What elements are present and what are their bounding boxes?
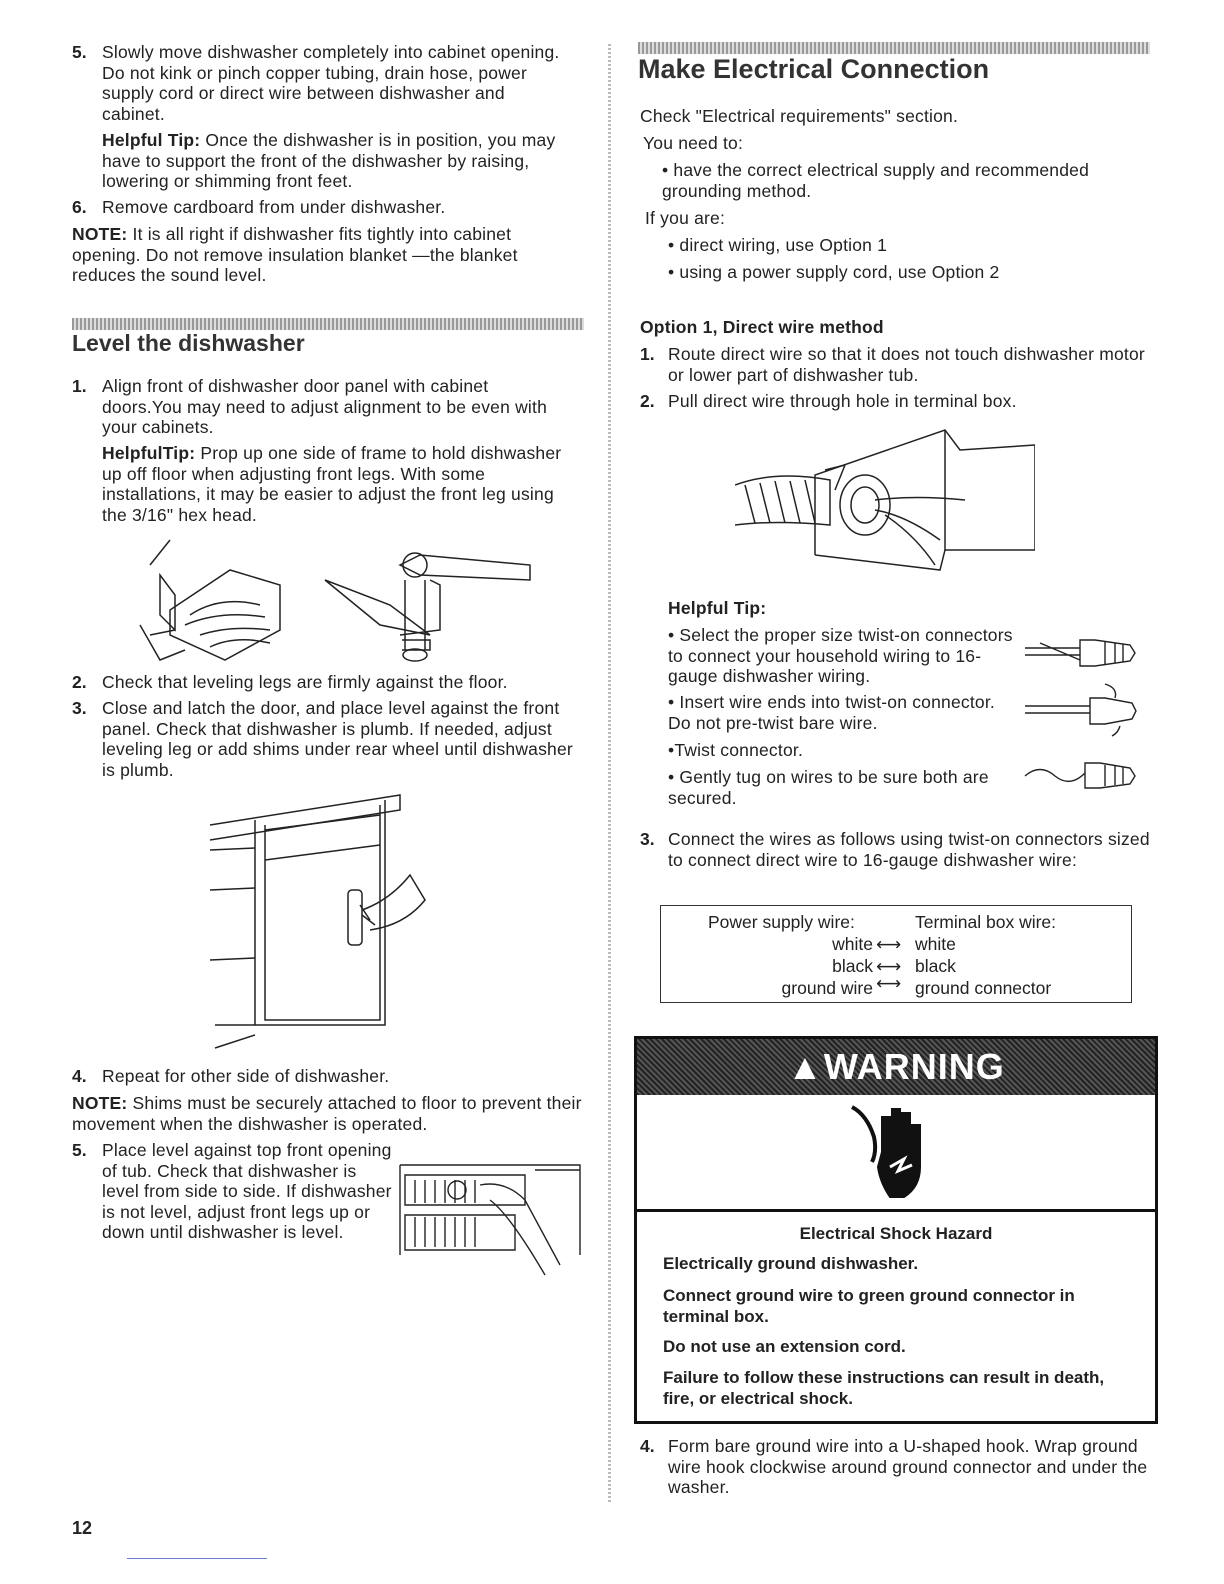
paragraph: You need to: [643, 133, 744, 153]
warning-divider [637, 1209, 1155, 1212]
paragraph: Check "Electrical requirements" section. [640, 106, 959, 126]
warning-line: Do not use an extension cord. [663, 1337, 906, 1356]
bullet-text: Select the proper size twist-on connectors to connect your household wiring to 16-gauge dishwasher wiring. [668, 625, 1013, 686]
step-number: 4. [640, 1436, 655, 1456]
bullet-text: direct wiring, use Option 1 [679, 235, 888, 255]
terminal-box-illustration [735, 425, 1035, 575]
step-text: Route direct wire so that it does not touch dishwasher motor or lower part of dishwasher tub. [668, 344, 1145, 385]
dishwasher-plumb-illustration [200, 780, 440, 1060]
bullet-item [668, 235, 1148, 256]
step-number: 3. [640, 829, 655, 849]
step-number: 6. [72, 197, 87, 217]
bullet-icon: • [668, 262, 675, 282]
tip-label: Helpful Tip: [102, 130, 201, 150]
bullet-item [668, 740, 1013, 761]
section-rule [638, 42, 1150, 54]
bullet-icon: • [668, 692, 675, 712]
step-text: Check that leveling legs are firmly against the floor. [102, 672, 508, 692]
warning-banner [637, 1039, 1155, 1095]
bullet-text: Gently tug on wires to be sure both are secured. [668, 767, 989, 808]
step-number: 2. [72, 672, 87, 692]
step-text: Form bare ground wire into a U-shaped hook. Wrap ground wire hook clockwise around ground connector and under the washer. [668, 1436, 1148, 1497]
warning-title: WARNING [823, 1046, 1005, 1087]
note [72, 1093, 582, 1134]
bullet-text: Twist connector. [674, 740, 804, 760]
table-cell: ground wire [781, 978, 873, 998]
double-arrow-icon: ⟷ [876, 973, 902, 993]
warning-triangle-icon: ▲ [787, 1046, 824, 1087]
step-text: Repeat for other side of dishwasher. [102, 1066, 390, 1086]
step-text: Pull direct wire through hole in terminal box. [668, 391, 1017, 411]
note-label: NOTE: [72, 224, 128, 244]
step-text: Close and latch the door, and place level against the front panel. Check that dishwasher is plumb. If needed, adjust leveling leg or add shims under rear wheel until dishwasher is plumb. [102, 698, 573, 780]
twist-connector-illustrations [1020, 628, 1150, 808]
hazard-title: Electrical Shock Hazard [799, 1224, 993, 1243]
wiring-table [660, 905, 1132, 1003]
bullet-icon: • [662, 160, 669, 180]
step-text: Place level against top front opening of tub. Check that dishwasher is level from side to side. If dishwasher is not level, adjust front legs up or down until dishwasher is level. [102, 1140, 392, 1242]
step-text: Remove cardboard from under dishwasher. [102, 197, 446, 217]
bullet-text: using a power supply cord, use Option 2 [679, 262, 1000, 282]
warning-line: Electrically ground dishwasher. [663, 1254, 919, 1273]
step-number: 5. [72, 42, 87, 62]
page-number: 12 [72, 1518, 93, 1538]
bullet-icon: • [668, 740, 675, 760]
warning-line: Connect ground wire to green ground connector in terminal box. [663, 1286, 1075, 1326]
helpful-tip [102, 130, 572, 192]
tip-label: HelpfulTip: [102, 443, 196, 463]
bullet-item [662, 160, 1150, 201]
section-heading: Make Electrical Connection [638, 54, 990, 84]
bullet-icon: • [668, 235, 675, 255]
step-number: 5. [72, 1140, 87, 1160]
step-number: 1. [72, 376, 87, 396]
step-text: Slowly move dishwasher completely into cabinet opening. Do not kink or pinch copper tubing, drain hose, power supply cord or direct wire between dishwasher and cabinet. [102, 42, 560, 124]
bullet-icon: • [668, 767, 675, 787]
table-header: Terminal box wire: [915, 912, 1057, 932]
double-arrow-icon: ⟷ [876, 934, 902, 954]
step-number: 3. [72, 698, 87, 718]
warning-box [634, 1036, 1158, 1424]
double-arrow-icon: ⟷ [876, 956, 902, 976]
tip-text: Once the dishwasher is in position, you may have to support the front of the dishwasher by raising, lowering or shimming front feet. [102, 130, 556, 191]
bullet-item [668, 625, 1013, 687]
table-cell: white [915, 934, 956, 954]
table-cell: white [832, 934, 873, 954]
step-text: Connect the wires as follows using twist-on connectors sized to connect direct wire to 16-gauge dishwasher wire: [668, 829, 1150, 870]
step-number: 2. [640, 391, 655, 411]
leveling-legs-illustration [130, 535, 550, 665]
bullet-text: Insert wire ends into twist-on connector. Do not pre-twist bare wire. [668, 692, 995, 733]
table-cell: ground connector [915, 978, 1052, 998]
bullet-icon: • [668, 625, 675, 645]
table-header: Power supply wire: [708, 912, 855, 932]
bullet-text: have the correct electrical supply and recommended grounding method. [662, 160, 1090, 201]
column-divider [608, 44, 611, 1502]
helpful-tip [102, 443, 577, 525]
note [72, 224, 572, 286]
bullet-item [668, 767, 1018, 808]
step-number: 4. [72, 1066, 87, 1086]
electric-shock-hand-icon [842, 1097, 942, 1207]
footer-rule [127, 1558, 267, 1559]
bullet-item [668, 692, 1013, 733]
bullet-item [668, 262, 1148, 283]
table-cell: black [832, 956, 873, 976]
section-rule [72, 318, 584, 330]
section-heading: Level the dishwasher [72, 330, 305, 356]
step-text: Align front of dishwasher door panel with cabinet doors.You may need to adjust alignment to be even with your cabinets. [102, 376, 548, 437]
paragraph: If you are: [645, 208, 726, 228]
step-number: 1. [640, 344, 655, 364]
option-heading: Option 1, Direct wire method [640, 317, 884, 337]
tub-level-illustration [395, 1155, 590, 1280]
note-text: It is all right if dishwasher fits tightly into cabinet opening. Do not remove insulation blanket —the blanket reduces the sound level. [72, 224, 518, 285]
note-label: NOTE: [72, 1093, 128, 1113]
tip-heading: Helpful Tip: [668, 598, 767, 618]
tip-text: Prop up one side of frame to hold dishwasher up off floor when adjusting front legs. With some installations, it may be easier to adjust the front leg using the 3/16" hex head. [102, 443, 562, 525]
table-cell: black [915, 956, 956, 976]
warning-line: Failure to follow these instructions can result in death, fire, or electrical shock. [663, 1368, 1105, 1408]
note-text: Shims must be securely attached to floor to prevent their movement when the dishwasher is operated. [72, 1093, 582, 1134]
